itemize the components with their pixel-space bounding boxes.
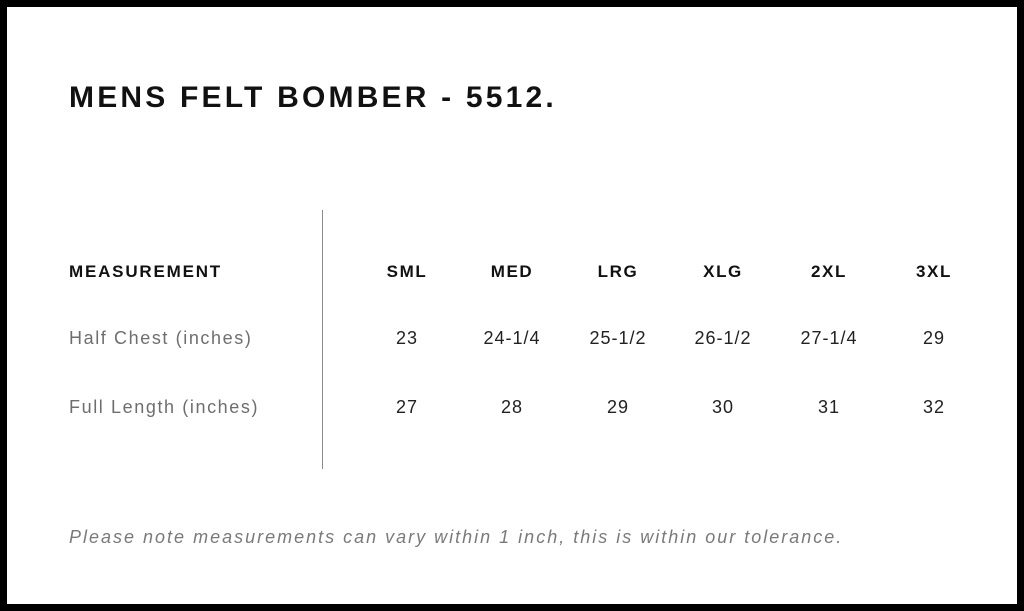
full-length-lrg: 29 xyxy=(606,397,630,417)
measurement-header: MEASUREMENT xyxy=(69,262,222,281)
size-header-lrg: LRG xyxy=(597,262,639,281)
half-chest-3xl: 29 xyxy=(922,328,946,348)
full-length-3xl: 32 xyxy=(922,397,946,417)
half-chest-sml: 23 xyxy=(395,328,419,348)
tolerance-note: Please note measurements can vary within 1 inch, this is within our tolerance. xyxy=(69,527,844,547)
size-header-sml: SML xyxy=(386,262,428,281)
size-header-xlg: XLG xyxy=(703,262,743,281)
half-chest-xlg: 26-1/2 xyxy=(694,328,752,348)
size-header-2xl: 2XL xyxy=(811,262,847,281)
half-chest-2xl: 27-1/4 xyxy=(800,328,858,348)
full-length-med: 28 xyxy=(500,397,524,417)
full-length-2xl: 31 xyxy=(817,397,841,417)
half-chest-med: 24-1/4 xyxy=(483,328,541,348)
column-divider xyxy=(322,210,323,469)
full-length-label: Full Length (inches) xyxy=(69,397,260,417)
full-length-xlg: 30 xyxy=(711,397,735,417)
page-title: MENS FELT BOMBER - 5512. xyxy=(69,81,557,114)
half-chest-lrg: 25-1/2 xyxy=(589,328,647,348)
full-length-sml: 27 xyxy=(395,397,419,417)
half-chest-label: Half Chest (inches) xyxy=(69,328,253,348)
size-header-3xl: 3XL xyxy=(916,262,952,281)
size-header-med: MED xyxy=(490,262,534,281)
